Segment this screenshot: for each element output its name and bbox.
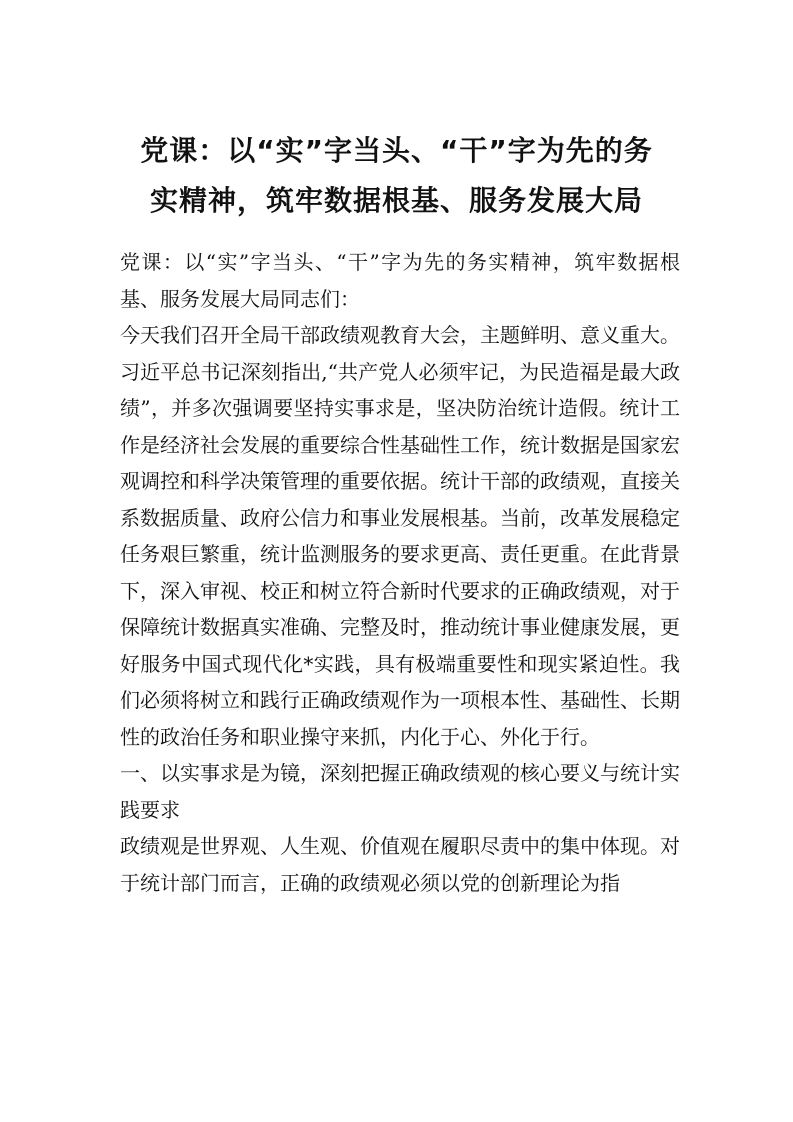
title-line-2: 实精神，筑牢数据根基、服务发展大局 bbox=[149, 184, 643, 217]
document-title bbox=[110, 126, 683, 226]
paragraph-intro: 今天我们召开全局干部政绩观教育大会，主题鲜明、意义重大。习近平总书记深刻指出,“共产党人必须牢记，为民造福是最大政绩”，并多次强调要坚持实事求是，坚决防治统计造假。统计工作是经济社会发展的重要综合性基础性工作，统计数据是国家宏观调控和科学决策管理的重要依据。统计干部的政绩观，直接关系数据质量、政府公信力和事业发展根基。当前，改革发展稳定任务艰巨繁重，统计监测服务的要求更高、责任更重。在此背景下，深入审视、校正和树立符合新时代要求的正确政绩观，对于保障统计数据真实准确、完整及时，推动统计事业健康发展，更好服务中国式现代化*实践，具有极端重要性和现实紧迫性。我们必须将树立和践行正确政绩观作为一项根本性、基础性、长期性的政治任务和职业操守来抓，内化于心、外化于行。 bbox=[120, 323, 680, 749]
section-heading-1: 一、以实事求是为镜，深刻把握正确政绩观的核心要义与统计实践要求 bbox=[120, 761, 680, 822]
document-body bbox=[120, 244, 680, 901]
paragraph-opening: 党课：以“实”字当头、“干”字为先的务实精神，筑牢数据根基、服务发展大局同志们： bbox=[120, 250, 680, 311]
title-line-1: 党课：以“实”字当头、“干”字为先的务 bbox=[140, 134, 653, 167]
paragraph-section-1: 政绩观是世界观、人生观、价值观在履职尽责中的集中体现。对于统计部门而言，正确的政绩观必须以党的创新理论为指 bbox=[120, 834, 680, 895]
